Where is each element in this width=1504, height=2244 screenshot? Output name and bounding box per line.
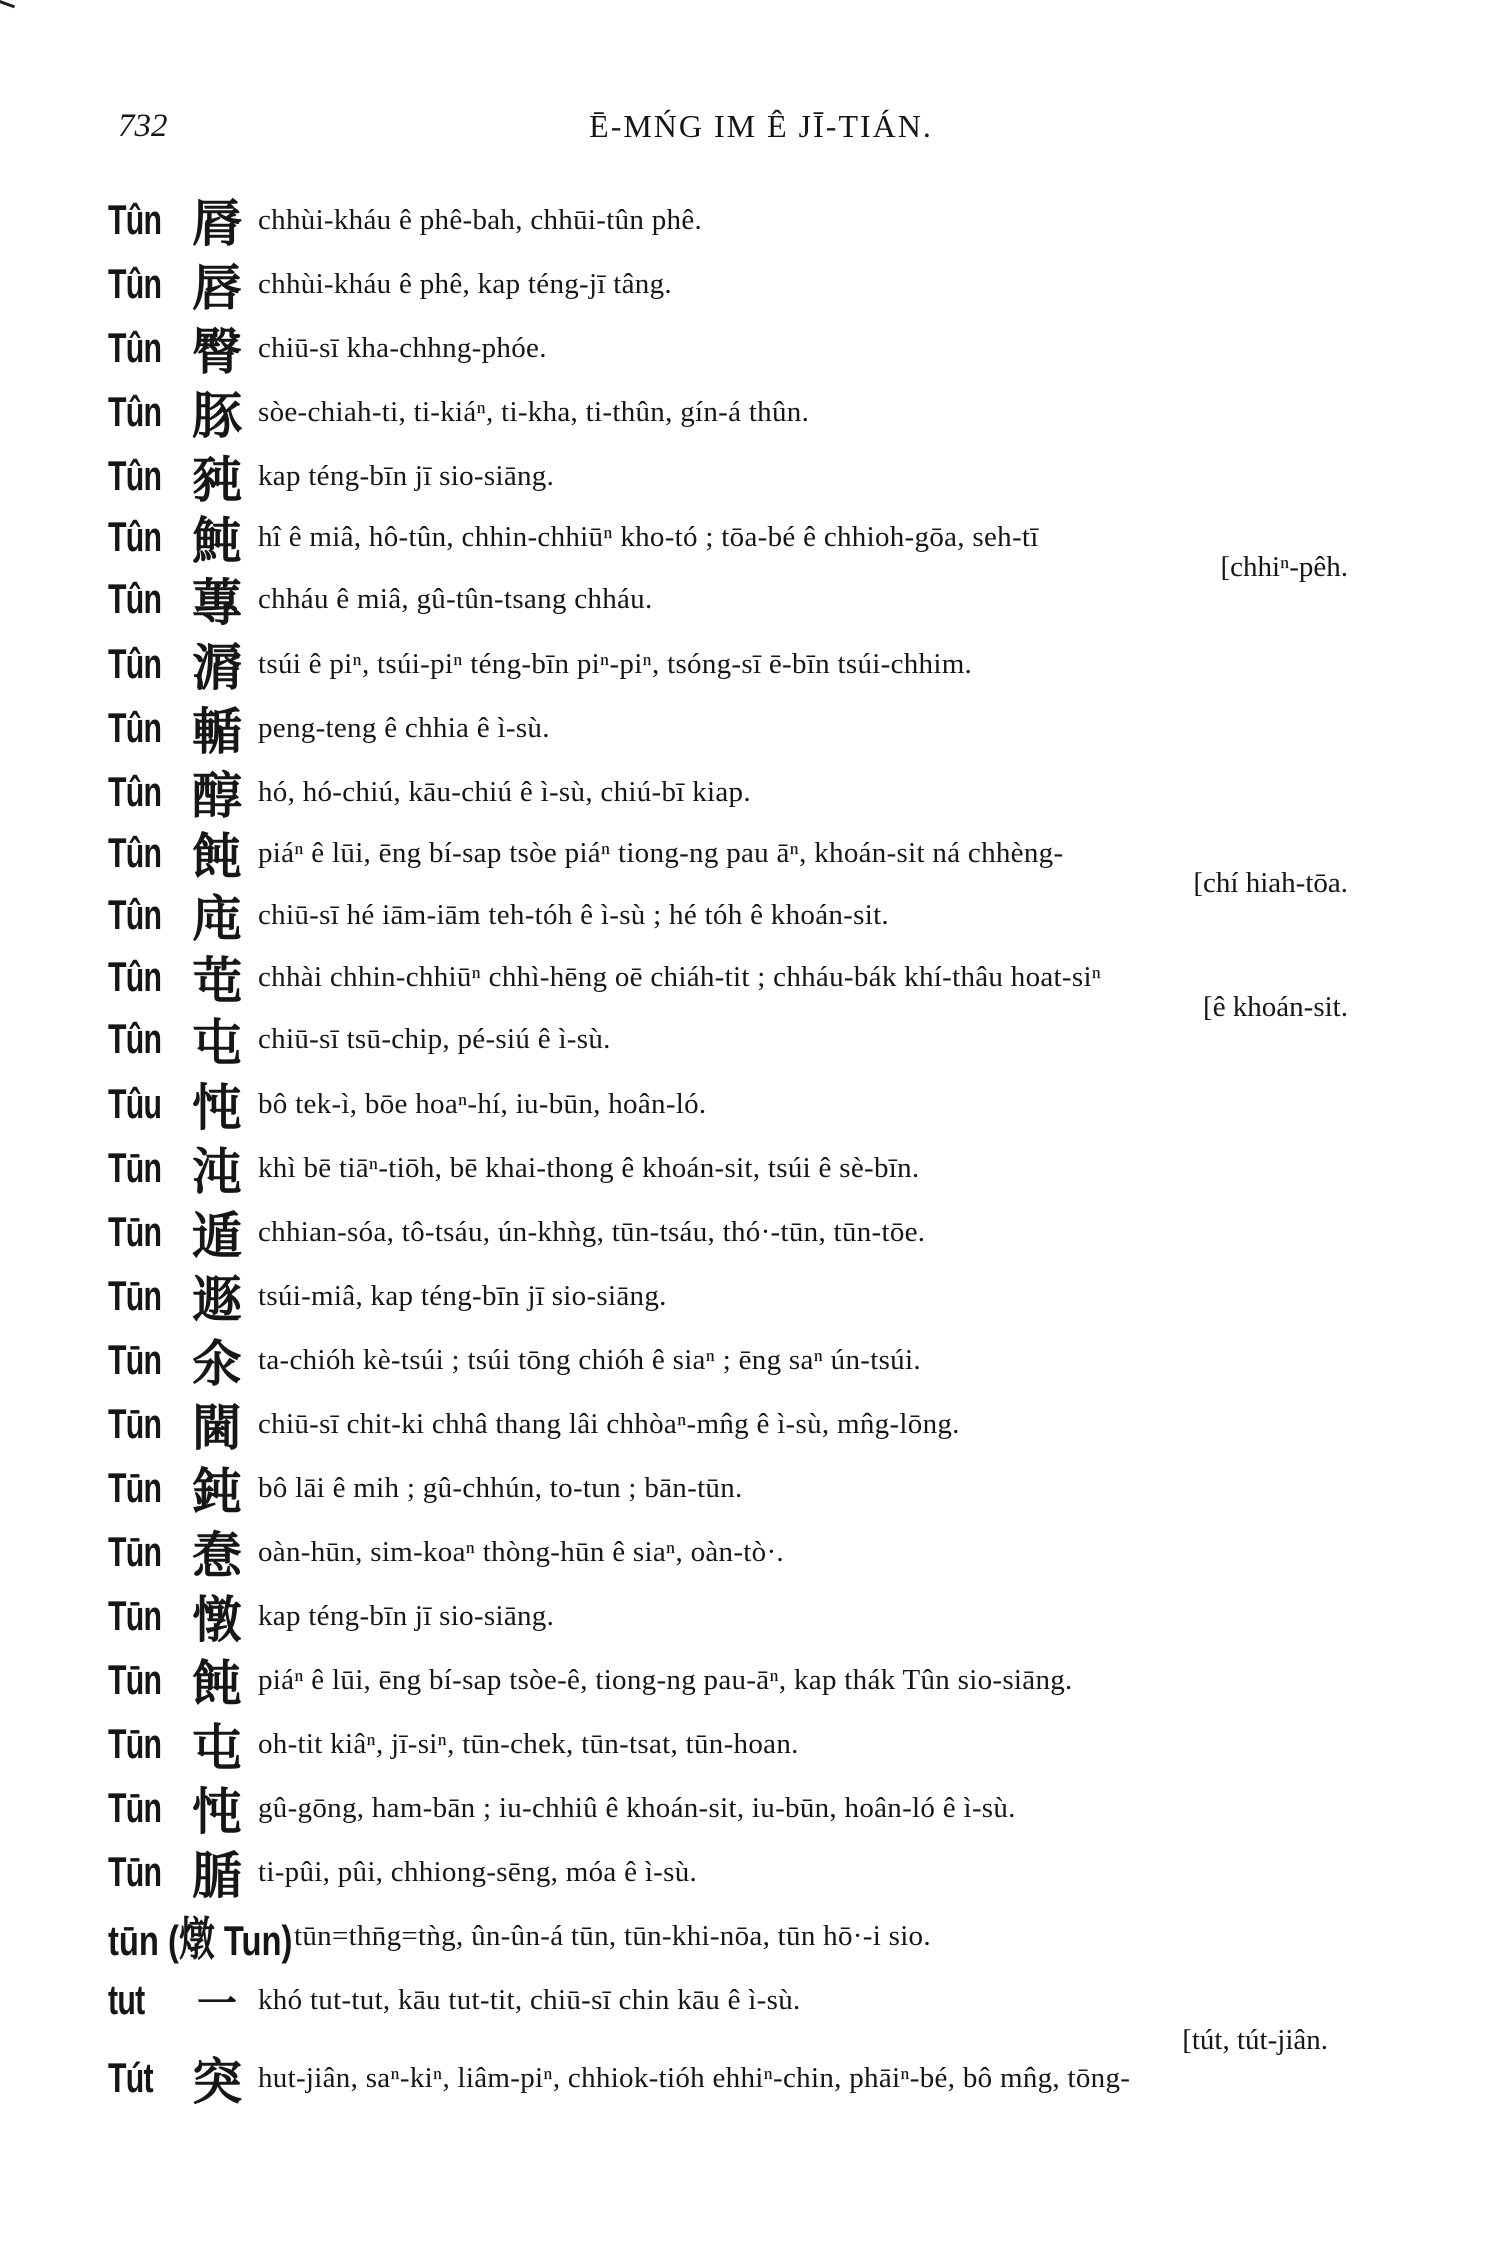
entry-headword: Tûn <box>108 829 162 876</box>
entry-character: 飩 <box>192 828 242 886</box>
entry-definition: chháu ê miâ, gû-tûn-tsang chháu. <box>258 582 653 615</box>
dictionary-entry <box>108 508 1358 583</box>
entry-headword: Tūn <box>108 1208 162 1255</box>
entry-character: 遯 <box>192 1271 242 1329</box>
running-title: Ē-MŃG IM Ê JĪ-TIÁN. <box>589 108 933 144</box>
entry-definition: ta-chióh kè-tsúi ; tsúi tōng chióh ê siaⁿ ; ēng saⁿ ún-tsúi. <box>258 1343 921 1376</box>
dictionary-entry <box>108 1840 1358 1904</box>
entry-character: 輴 <box>192 703 242 761</box>
entry-definition: chhian-sóa, tô-tsáu, ún-khǹg, tūn-tsáu, thó·-tūn, tūn-tōe. <box>258 1215 926 1248</box>
entry-headword: Tûn <box>108 452 162 499</box>
entry-definition: ti-pûi, pûi, chhiong-sēng, móa ê ì-sù. <box>258 1855 698 1888</box>
entry-headword: Tûn <box>108 513 162 560</box>
dictionary-entry <box>108 1392 1358 1456</box>
dictionary-entry <box>108 1328 1358 1392</box>
entry-headword: Tûn <box>108 640 162 687</box>
entry-character: 飩 <box>192 1655 242 1713</box>
entry-character: 屯 <box>192 1014 242 1072</box>
dictionary-entry <box>108 2024 1358 2111</box>
entry-definition: kap téng-bīn jī sio-siāng. <box>258 459 555 492</box>
entry-definition: hî ê miâ, hô-tûn, chhin-chhiūⁿ kho-tó ; tōa-bé ê chhioh-gōa, seh-tī <box>258 520 1039 553</box>
entry-character: 魨 <box>192 512 242 570</box>
page-header <box>118 108 1344 158</box>
entry-headword: Tûn <box>108 953 162 1000</box>
dictionary-entry <box>108 1136 1358 1200</box>
entry-headword: Tút <box>108 2054 153 2101</box>
entry-definition: chhùi-kháu ê phê, kap téng-jī tâng. <box>258 267 672 300</box>
entry-headword: Tûn <box>108 704 162 751</box>
dictionary-entry <box>108 1776 1358 1840</box>
dictionary-entry <box>108 1006 1358 1072</box>
entry-headword: Tūn <box>108 1144 162 1191</box>
entry-character: 忳 <box>192 1783 242 1841</box>
entry-definition: piáⁿ ê lūi, ēng bí-sap tsòe piáⁿ tiong-ng pau āⁿ, khoán-sit ná chhèng- <box>258 836 1064 869</box>
entry-definition: oàn-hūn, sim-koaⁿ thòng-hūn ê siaⁿ, oàn-tò·. <box>258 1535 784 1568</box>
entry-definition: bô lāi ê mih ; gû-chhún, to-tun ; bān-tūn. <box>258 1471 743 1504</box>
entry-character: 蓴 <box>192 574 242 632</box>
entry-definition: chhài chhin-chhiūⁿ chhì-hēng oē chiáh-tit ; chháu-bák khí-thâu hoat-siⁿ <box>258 960 1102 993</box>
dictionary-entry <box>108 882 1358 948</box>
entry-continuation: [ê khoán-sit. <box>1203 991 1348 1023</box>
entry-definition: bô tek-ì, bōe hoaⁿ-hí, iu-būn, hoân-ló. <box>258 1087 707 1120</box>
entry-definition: chiū-sī tsū-chip, pé-siú ê ì-sù. <box>258 1022 611 1055</box>
dictionary-entry <box>108 760 1358 824</box>
entry-headword: Tūn <box>108 1720 162 1767</box>
entry-character: 唇 <box>192 259 242 317</box>
entry-headword: Tûn <box>108 260 162 307</box>
entry-headword: Tūn <box>108 1336 162 1383</box>
entry-character: 遁 <box>192 1207 242 1265</box>
entry-definition: tsúi ê piⁿ, tsúi-piⁿ téng-bīn piⁿ-piⁿ, tsóng-sī ē-bīn tsúi-chhim. <box>258 647 973 680</box>
entry-headword: Tūn <box>108 1400 162 1447</box>
entry-character: 一 <box>197 1980 237 2026</box>
dictionary-entry <box>108 1520 1358 1584</box>
entry-definition: piáⁿ ê lūi, ēng bí-sap tsòe-ê, tiong-ng pau-āⁿ, kap thák Tûn sio-siāng. <box>258 1663 1073 1696</box>
entry-character: 鈍 <box>192 1463 242 1521</box>
entry-headword: Tûn <box>108 196 162 243</box>
entry-headword: Tūn <box>108 1272 162 1319</box>
entry-character: 脣 <box>192 195 242 253</box>
entry-character: 臀 <box>192 323 242 381</box>
dictionary-entry <box>108 316 1358 380</box>
dictionary-entry <box>108 252 1358 316</box>
dictionary-entries <box>108 188 1358 2110</box>
page-number: 732 <box>118 108 168 144</box>
entry-character: 氽 <box>192 1335 242 1393</box>
dictionary-entry <box>108 1584 1358 1648</box>
entry-headword: tūn ( <box>108 1917 179 1964</box>
entry-headword: Tūn <box>108 1848 162 1895</box>
dictionary-entry <box>108 1200 1358 1264</box>
entry-headword: Tūn <box>108 1464 162 1511</box>
entry-headword: Tûn <box>108 1015 162 1062</box>
dictionary-entry <box>108 1264 1358 1328</box>
dictionary-entry <box>108 444 1358 508</box>
entry-headword: Tûn <box>108 891 162 938</box>
entry-continuation: [chhiⁿ-pêh. <box>1220 551 1348 583</box>
entry-character: 忳 <box>192 1079 242 1137</box>
entry-definition: gû-gōng, ham-bān ; iu-chhiû ê khoán-sit, iu-būn, hoân-ló ê ì-sù. <box>258 1791 1016 1824</box>
entry-definition: hó, hó-chiú, kāu-chiú ê ì-sù, chiú-bī kiap. <box>258 775 751 808</box>
entry-character: 燉 <box>178 1912 215 1966</box>
dictionary-entry <box>108 632 1358 696</box>
dictionary-entry <box>108 948 1358 1023</box>
entry-definition: oh-tit kiâⁿ, jī-siⁿ, tūn-chek, tūn-tsat, tūn-hoan. <box>258 1727 799 1760</box>
dictionary-entry <box>108 566 1358 632</box>
entry-headword: Tūn <box>108 1528 162 1575</box>
entry-character: 豘 <box>192 451 242 509</box>
entry-definition: tūn=thn̄g=tǹg, ûn-ûn-á tūn, tūn-khi-nōa, tūn hō·-i sio. <box>294 1919 931 1952</box>
entry-definition: chhùi-kháu ê phê-bah, chhūi-tûn phê. <box>258 203 703 236</box>
entry-definition: khó tut-tut, kāu tut-tit, chiū-sī chin kāu ê ì-sù. <box>258 1983 801 2016</box>
entry-character: 芚 <box>192 952 242 1010</box>
entry-headword: Tûn <box>108 768 162 815</box>
dictionary-entry <box>108 380 1358 444</box>
entry-definition: sòe-chiah-ti, ti-kiáⁿ, ti-kha, ti-thûn, gín-á thûn. <box>258 395 810 428</box>
dictionary-entry <box>108 188 1358 252</box>
dictionary-entry <box>108 1968 1358 2032</box>
entry-character: 庉 <box>192 890 242 948</box>
entry-headword: Tûu <box>108 1080 162 1127</box>
entry-character: 憞 <box>192 1591 242 1649</box>
entry-headword: Tūn <box>108 1592 162 1639</box>
dictionary-entry <box>108 824 1358 899</box>
entry-continuation: [tút, tút-jiân. <box>1182 2024 1328 2056</box>
entry-continuation: [chí hiah-tōa. <box>1193 867 1348 899</box>
entry-character: 腯 <box>192 1847 242 1905</box>
entry-headword-alt: Tun) <box>214 1917 293 1964</box>
entry-definition: peng-teng ê chhia ê ì-sù. <box>258 711 550 744</box>
entry-headword: Tūn <box>108 1784 162 1831</box>
entry-character: 閫 <box>192 1399 242 1457</box>
entry-headword: Tûn <box>108 324 162 371</box>
entry-headword: Tûn <box>108 388 162 435</box>
dictionary-entry <box>108 1904 1358 1968</box>
dictionary-entry <box>108 1648 1358 1712</box>
entry-character: 屯 <box>192 1719 242 1777</box>
dictionary-entry <box>108 1072 1358 1136</box>
entry-definition: kap téng-bīn jī sio-siāng. <box>258 1599 555 1632</box>
entry-headword: Tûn <box>108 575 162 622</box>
entry-definition: tsúi-miâ, kap téng-bīn jī sio-siāng. <box>258 1279 667 1312</box>
entry-character: 豚 <box>192 387 242 445</box>
entry-definition: hut-jiân, saⁿ-kiⁿ, liâm-piⁿ, chhiok-tióh ehhiⁿ-chin, phāiⁿ-bé, bô mn̂g, tōng- <box>258 2061 1131 2094</box>
dictionary-entry <box>108 696 1358 760</box>
entry-character: 醇 <box>192 767 242 825</box>
entry-definition: khì bē tiāⁿ-tiōh, bē khai-thong ê khoán-sit, tsúi ê sè-bīn. <box>258 1151 920 1184</box>
dictionary-entry <box>108 1456 1358 1520</box>
entry-character: 突 <box>192 2053 242 2111</box>
entry-definition: chiū-sī kha-chhng-phóe. <box>258 331 547 364</box>
entry-headword: tut <box>108 1976 145 2023</box>
entry-character: 漘 <box>192 639 242 697</box>
entry-headword: Tūn <box>108 1656 162 1703</box>
entry-definition: chiū-sī hé iām-iām teh-tóh ê ì-sù ; hé tóh ê khoán-sit. <box>258 898 889 931</box>
entry-definition: chiū-sī chit-ki chhâ thang lâi chhòaⁿ-mn̂g ê ì-sù, mn̂g-lōng. <box>258 1407 960 1440</box>
entry-character: 惷 <box>192 1527 242 1585</box>
dictionary-entry <box>108 1712 1358 1776</box>
entry-headword-group <box>108 1903 293 1969</box>
corner-mark <box>0 0 15 23</box>
entry-character: 沌 <box>192 1143 242 1201</box>
